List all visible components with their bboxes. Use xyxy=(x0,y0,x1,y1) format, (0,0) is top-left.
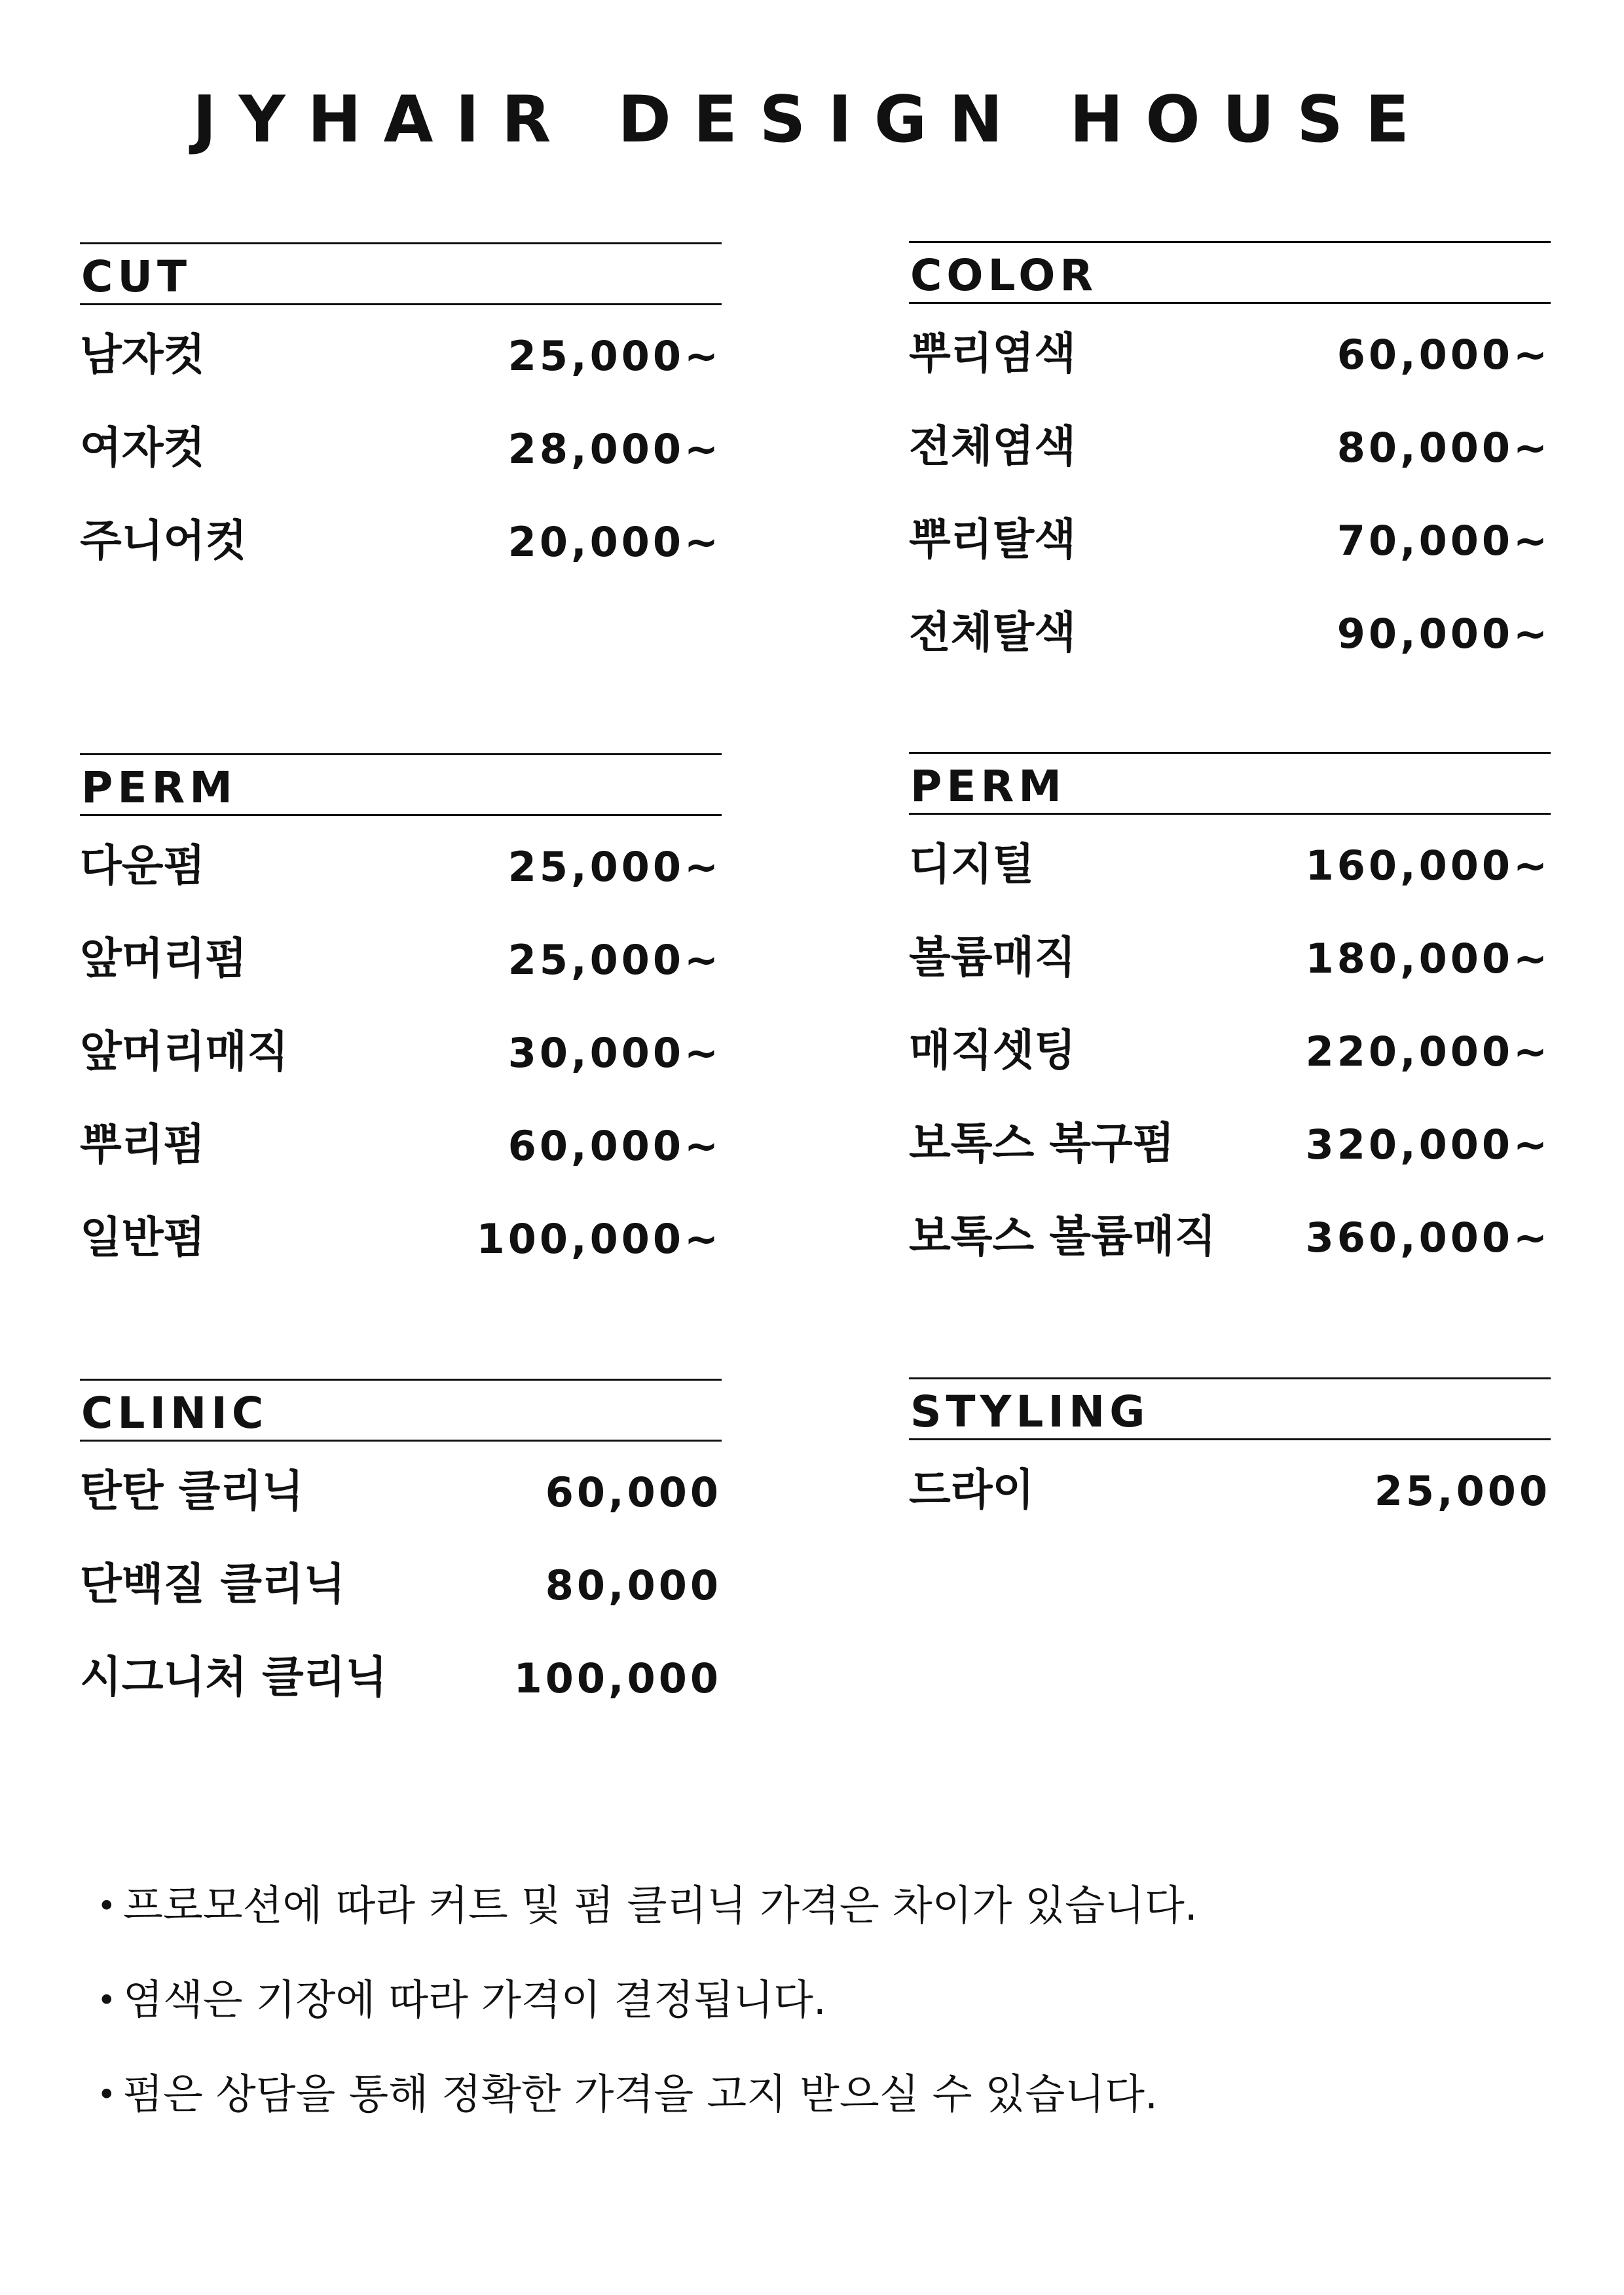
section-color xyxy=(909,241,1551,686)
item-price: 180,000~ xyxy=(1305,935,1551,982)
menu-item xyxy=(909,593,1551,686)
note-text: 염색은 기장에 따라 가격이 결정됩니다. xyxy=(123,1976,826,2024)
note-item xyxy=(97,1867,1538,1961)
item-name: 디지털 xyxy=(909,839,1035,889)
menu-item xyxy=(909,500,1551,593)
section-clinic xyxy=(80,1379,722,1731)
item-price: 20,000~ xyxy=(507,518,722,566)
menu-item xyxy=(80,1199,722,1292)
menu-item xyxy=(80,1638,722,1731)
divider xyxy=(80,303,722,305)
item-name: 볼륨매직 xyxy=(909,932,1077,982)
menu-item xyxy=(909,407,1551,500)
menu-item xyxy=(909,1451,1551,1544)
section-header: STYLING xyxy=(910,1387,1150,1437)
item-price: 70,000~ xyxy=(1337,517,1551,565)
item-price: 60,000~ xyxy=(1337,331,1551,379)
item-name: 뿌리펌 xyxy=(80,1119,206,1170)
item-price: 25,000~ xyxy=(507,936,722,984)
item-name: 뿌리탈색 xyxy=(909,514,1077,565)
menu-item xyxy=(80,920,722,1013)
item-name: 전체염색 xyxy=(909,421,1077,472)
item-price: 25,000 xyxy=(1374,1467,1551,1515)
divider xyxy=(80,814,722,816)
item-name: 뿌리염색 xyxy=(909,328,1077,379)
item-name: 남자컷 xyxy=(80,329,206,380)
item-price: 80,000~ xyxy=(1337,424,1551,472)
menu-item xyxy=(80,1106,722,1199)
note-text: 프로모션에 따라 커트 및 펌 클리닉 가격은 차이가 있습니다. xyxy=(123,1882,1198,1930)
item-name: 탄탄 클리닉 xyxy=(80,1466,304,1516)
divider xyxy=(909,813,1551,815)
item-price: 60,000~ xyxy=(507,1122,722,1170)
bullet: • xyxy=(97,1981,117,2019)
item-price: 160,000~ xyxy=(1305,842,1551,889)
item-price: 360,000~ xyxy=(1305,1214,1551,1261)
bullet: • xyxy=(97,1887,117,1925)
divider xyxy=(909,302,1551,304)
section-header: PERM xyxy=(81,762,237,813)
section-perm-premium xyxy=(909,752,1551,1290)
item-name: 앞머리매직 xyxy=(80,1026,289,1077)
menu-item xyxy=(909,314,1551,407)
item-name: 주니어컷 xyxy=(80,515,248,566)
bullet: • xyxy=(97,2076,117,2114)
item-price: 80,000 xyxy=(545,1561,722,1609)
item-price: 60,000 xyxy=(545,1468,722,1516)
section-header: COLOR xyxy=(910,250,1098,301)
item-price: 220,000~ xyxy=(1305,1028,1551,1075)
section-styling xyxy=(909,1377,1551,1544)
menu-item xyxy=(909,1104,1551,1197)
item-name: 보톡스 볼륨매직 xyxy=(909,1211,1217,1261)
divider xyxy=(909,1438,1551,1440)
note-text: 펌은 상담을 통해 정확한 가격을 고지 받으실 수 있습니다. xyxy=(123,2070,1158,2118)
item-name: 매직셋팅 xyxy=(909,1025,1077,1075)
menu-item xyxy=(80,316,722,409)
item-price: 100,000 xyxy=(513,1654,722,1702)
item-name: 전체탈색 xyxy=(909,607,1077,658)
menu-item xyxy=(80,502,722,595)
item-name: 시그니처 클리닉 xyxy=(80,1652,388,1702)
menu-item xyxy=(80,1545,722,1638)
item-name: 여자컷 xyxy=(80,422,206,473)
item-price: 320,000~ xyxy=(1305,1121,1551,1168)
section-header: PERM xyxy=(910,761,1066,812)
item-price: 25,000~ xyxy=(507,332,722,380)
notes-list xyxy=(97,1867,1538,2150)
item-price: 90,000~ xyxy=(1337,610,1551,658)
menu-item xyxy=(909,1011,1551,1104)
menu-item xyxy=(80,1452,722,1545)
note-item xyxy=(97,1961,1538,2055)
section-header: CUT xyxy=(81,252,192,302)
item-name: 보톡스 복구펌 xyxy=(909,1118,1175,1168)
page-title: JYHAIR DESIGN HOUSE xyxy=(193,83,1431,157)
divider xyxy=(80,1440,722,1442)
item-price: 25,000~ xyxy=(507,843,722,891)
menu-item xyxy=(909,825,1551,918)
item-name: 일반펌 xyxy=(80,1212,206,1263)
section-perm-basic xyxy=(80,753,722,1292)
menu-item xyxy=(80,409,722,502)
item-price: 30,000~ xyxy=(507,1029,722,1077)
item-name: 드라이 xyxy=(909,1465,1035,1515)
item-name: 다운펌 xyxy=(80,840,206,891)
section-header: CLINIC xyxy=(81,1388,268,1438)
item-name: 단백질 클리닉 xyxy=(80,1559,346,1609)
section-cut xyxy=(80,242,722,595)
menu-item xyxy=(80,1013,722,1106)
menu-item xyxy=(909,918,1551,1011)
menu-item xyxy=(909,1197,1551,1290)
note-item xyxy=(97,2055,1538,2150)
item-name: 앞머리펌 xyxy=(80,933,248,984)
item-price: 100,000~ xyxy=(476,1215,722,1263)
menu-item xyxy=(80,827,722,920)
item-price: 28,000~ xyxy=(507,425,722,473)
